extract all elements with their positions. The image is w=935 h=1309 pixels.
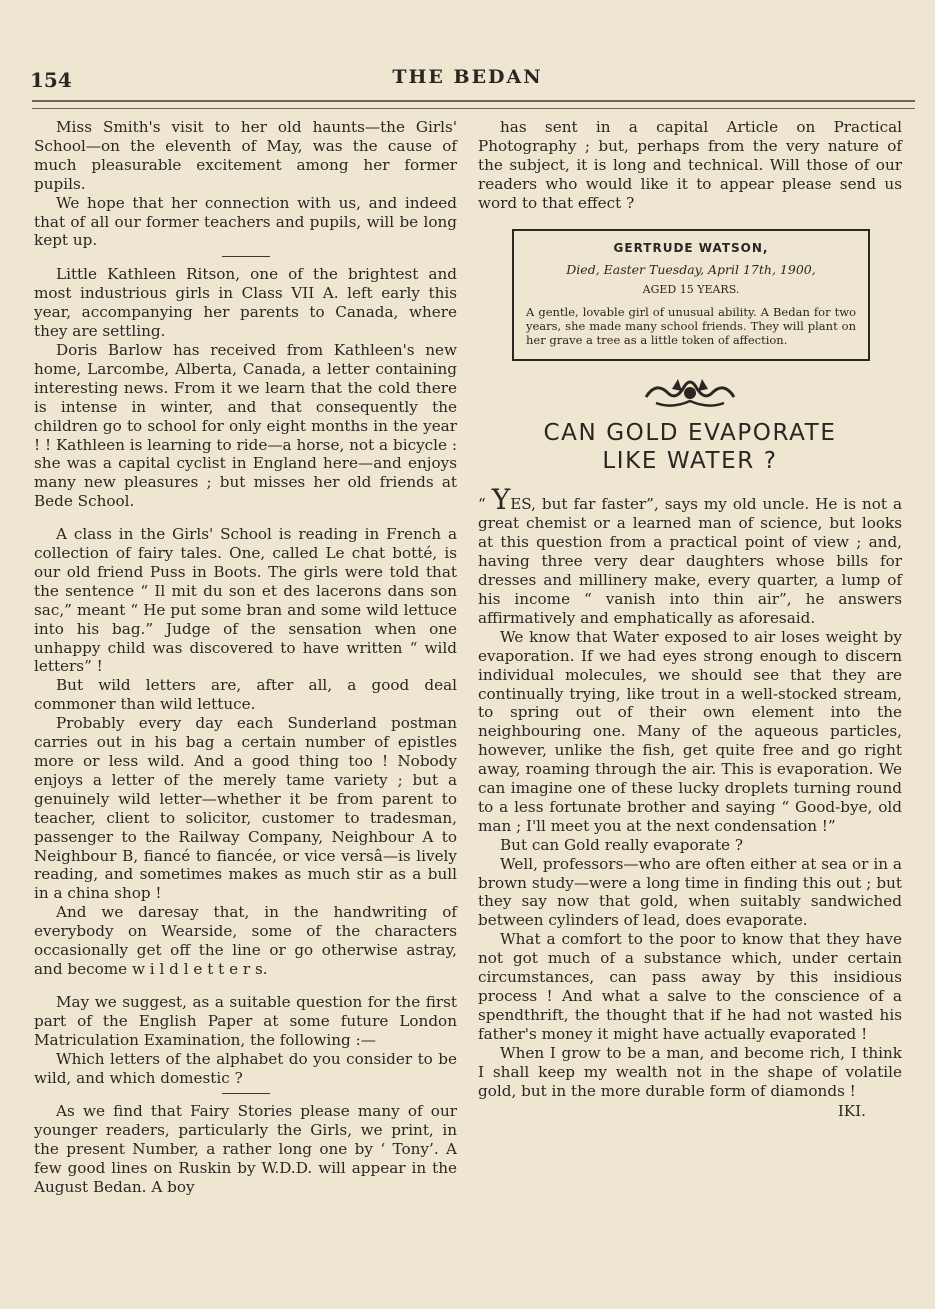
paragraph: Little Kathleen Ritson, one of the brightest and most industrious girls in Class VII A. left early this year, accompanying her parents to Canada, where they are settling. — [34, 265, 457, 341]
spacer — [34, 511, 457, 525]
paragraph: What a comfort to the poor to know that they have not got much of a substance which, under certain circumstances, can pass away by this insidious process ! And what a salve to the conscience of a spendthrift, the thought that if he had not wasted his father's money it might have actually evaporated ! — [478, 930, 902, 1043]
ornament-icon — [478, 373, 902, 416]
article-title — [478, 419, 902, 475]
paragraph-text: ES, but far faster”, says my old uncle. He is not a great chemist or a learned man of science, but looks at this question from a practical point of view ; and, having three very dear daughters whose bills for dresses and millinery make, every quarter, a lump of his income “ vanish into thin air”, he answers affirmatively and emphatically as aforesaid. — [478, 495, 902, 627]
paragraph: But can Gold really evaporate ? — [500, 835, 744, 854]
paragraph: Which letters of the alphabet do you consider to be wild, and which domestic ? — [34, 1049, 457, 1087]
drop-cap: Y — [491, 483, 511, 517]
paragraph: Miss Smith's visit to her old haunts—the Girls' School—on the eleventh of May, was the cause of much pleasurable excitement among her former pupils. — [34, 118, 457, 193]
obituary-died: Died, Easter Tuesday, April 17th, 1900, — [566, 261, 816, 277]
paragraph — [478, 483, 902, 627]
section-divider — [222, 1093, 270, 1094]
paragraph: We know that Water exposed to air loses weight by evaporation. If we had eyes strong enough to discern individual molecules, we should see that they are continually trying, like trout in a well-stocked stream, to spring out of their own element into the neighbouring one. Many of the aqueous particles, however, unlike the fish, get quite free and go right away, roaming through the air. This is evaporation. We can imagine one of these lucky droplets turning round to a less fortunate brother and saying “ Good-bye, old man ; I'll meet you at the next condensation !” — [478, 627, 902, 835]
left-column — [34, 118, 457, 1197]
obituary-name: GERTRUDE WATSON, — [613, 240, 769, 255]
article-title-line: LIKE WATER ? — [602, 448, 778, 475]
page-number: 154 — [30, 68, 72, 92]
paragraph: Well, professors—who are often either at sea or in a brown study—were a long time in finding this out ; but they say now that gold, when suitably sandwiched between cylinders of lead, does evaporate. — [478, 854, 902, 930]
section-divider — [222, 256, 270, 257]
paragraph: As we find that Fairy Stories please many of our younger readers, particularly the Girls, we print, in the present Number, a rather long one by ‘ Tony’. A few good lines on Ruskin by W.D.D. will appear in the August Bedan. A boy — [34, 1102, 457, 1197]
obituary-box — [512, 229, 870, 361]
paragraph: Doris Barlow has received from Kathleen's new home, Larcombe, Alberta, Canada, a letter containing interesting news. From it we learn that the cold there is intense in winter, and that consequently the children go to school for only eight months in the year ! ! Kathleen is learning to ride—a horse, not a bicycle : she was a capital cyclist in England here—and enjoys many new pleasures ; but misses her old friends at Bede School. — [34, 340, 457, 511]
paragraph: has sent in a capital Article on Practical Photography ; but, perhaps from the very nature of the subject, it is long and technical. Will those of our readers who would like it to appear please send us word to that effect ? — [478, 118, 902, 212]
open-quote: “ — [478, 495, 492, 514]
page-title: THE BEDAN — [392, 66, 543, 88]
right-column — [478, 118, 902, 1121]
paragraph: A class in the Girls' School is reading in French a collection of fairy tales. One, called Le chat botté, is our old friend Puss in Boots. The girls were told that the sentence “ Il mit du son et des lacerons dans son sac,” meant “ He put some bran and some wild lettuce into his bag.” Judge of the sensation when one unhappy child was discovered to have written “ wild letters” ! — [34, 525, 457, 676]
paragraph: But wild letters are, after all, a good deal commoner than wild lettuce. — [34, 676, 457, 714]
signature: IKI. — [837, 1102, 866, 1121]
paragraph: Probably every day each Sunderland postman carries out in his bag a certain number of epistles more or less wild. And a good thing too ! Nobody enjoys a letter of the merely tame variety ; but a genuinely wild letter—whether it be from parent to teacher, client to solicitor, customer to tradesman, passenger to the Railway Company, Neighbour A to Neighbour B, fiancé to fiancée, or vice versâ—is lively reading, and sometimes makes as much stir as a bull in a china shop ! — [34, 714, 457, 903]
header-rule — [32, 100, 915, 109]
article-title-line: CAN GOLD EVAPORATE — [543, 420, 837, 447]
paragraph: When I grow to be a man, and become rich, I think I shall keep my wealth not in the shape of volatile gold, but in the more durable form of diamonds ! — [478, 1043, 902, 1100]
paragraph: We hope that her connection with us, and indeed that of all our former teachers and pupils, will be long kept up. — [34, 193, 457, 250]
obituary-description: A gentle, lovable girl of unusual ability. A Bedan for two years, she made many school friends. They will plant on her grave a tree as a little token of affection. — [526, 304, 856, 347]
spacer — [34, 979, 457, 993]
paragraph: And we daresay that, in the handwriting of everybody on Wearside, some of the characters occasionally get off the line or go otherwise astray, and become w i l d l e t t e r s. — [34, 903, 457, 978]
obituary-age: AGED 15 YEARS. — [642, 282, 740, 296]
paragraph: May we suggest, as a suitable question for the first part of the English Paper at some future London Matriculation Examination, the following :— — [34, 992, 457, 1049]
